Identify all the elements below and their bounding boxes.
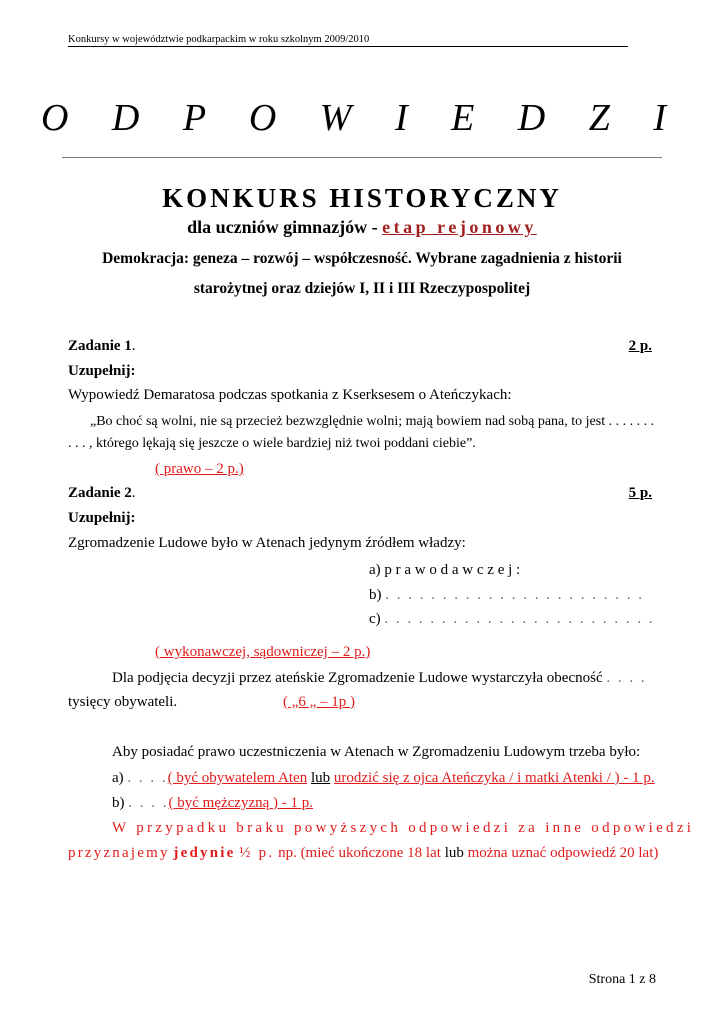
task2-line-a: a) . . . .( być obywatelem Aten lub urodzić się z ojca Ateńczyka / i matki Atenki / ) - 1 p. [112,770,655,786]
sentence2-dots: . . . . [606,670,647,686]
task1-quote-line1: „Bo choć są wolni, nie są przecież bezwzględnie wolni; mają bowiem nad sobą pana, to jest . . . . . . . [90,414,655,429]
task1-points: 2 p. [628,338,652,354]
note-line2: przyznajemy jedynie ½ p. np. (mieć ukończone 18 lat lub można uznać odpowiedź 20 lat) [68,845,659,861]
item-b-dots: . . . . . . . . . . . . . . . . . . . . . . . [385,587,644,603]
task1-label: Zadanie 1. [68,338,136,354]
title-rule [62,157,662,158]
task1-quote-line2: . . . , którego lękają się jeszcze o wiele bardziej niż twoi poddani ciebie”. [68,436,476,451]
task2-sentence3: Aby posiadać prawo uczestniczenia w Atenach w Zgromadzeniu Ludowym trzeba było: [112,744,641,760]
task2-label: Zadanie 2. [68,485,136,501]
subtitle-prefix: dla uczniów gimnazjów - [187,217,383,237]
item-c-dots: . . . . . . . . . . . . . . . . . . . . . . . . [384,611,655,627]
page-header: Konkursy w województwie podkarpackim w roku szkolnym 2009/2010 [68,34,370,45]
task2-item-c: c) . . . . . . . . . . . . . . . . . . . . . . . . [369,611,655,627]
task2-points: 5 p. [628,485,652,501]
page-number: Strona 1 z 8 [588,972,656,987]
answer-b: ( być mężczyzną ) - 1 p. [168,795,314,811]
header-rule [68,46,628,47]
document-title: O D P O W I E D Z I [40,97,684,139]
task2-answer-bc: ( wykonawczej, sądowniczej – 2 p.) [155,644,371,660]
task2-instruction: Uzupełnij: [68,510,136,526]
task1-answer: ( prawo – 2 p.) [155,461,244,477]
contest-stage: etap rejonowy [382,217,537,237]
task2-answer-6: ( „6 „ – 1p ) [283,694,356,710]
contest-subtitle [0,217,724,238]
answer-a-2: urodzić się z ojca Ateńczyka / i matki Atenki / ) - 1 p. [333,770,655,786]
task2-line-b: b) . . . .( być mężczyzną ) - 1 p. [112,795,314,811]
answer-a-1: ( być obywatelem Aten [167,770,308,786]
note-emphasis: jedynie [173,845,236,861]
note-line1: W przypadku braku powyższych odpowiedzi za inne odpowiedzi [112,820,695,836]
task1-intro: Wypowiedź Demaratosa podczas spotkania z Kserksesem o Ateńczykach: [68,387,512,403]
task2-item-a: a) p r a w o d a w c z e j : [369,562,521,578]
task2-sentence2-end: tysięcy obywateli. [68,694,178,710]
contest-name: KONKURS HISTORYCZNY [162,183,562,213]
answer-a-or: lub [310,770,331,786]
task2-sentence2: Dla podjęcia decyzji przez ateńskie Zgromadzenie Ludowe wystarczyła obecność . . . . [112,670,647,686]
topic-line-1: Demokracja: geneza – rozwój – współczesność. Wybrane zagadnienia z historii [102,250,622,267]
topic-line-2: starożytnej oraz dziejów I, II i III Rzeczypospolitej [193,280,531,297]
task2-item-b: b) . . . . . . . . . . . . . . . . . . . . . . . [369,587,644,603]
task2-intro: Zgromadzenie Ludowe było w Atenach jedynym źródłem władzy: [68,535,466,551]
task1-instruction: Uzupełnij: [68,363,136,379]
